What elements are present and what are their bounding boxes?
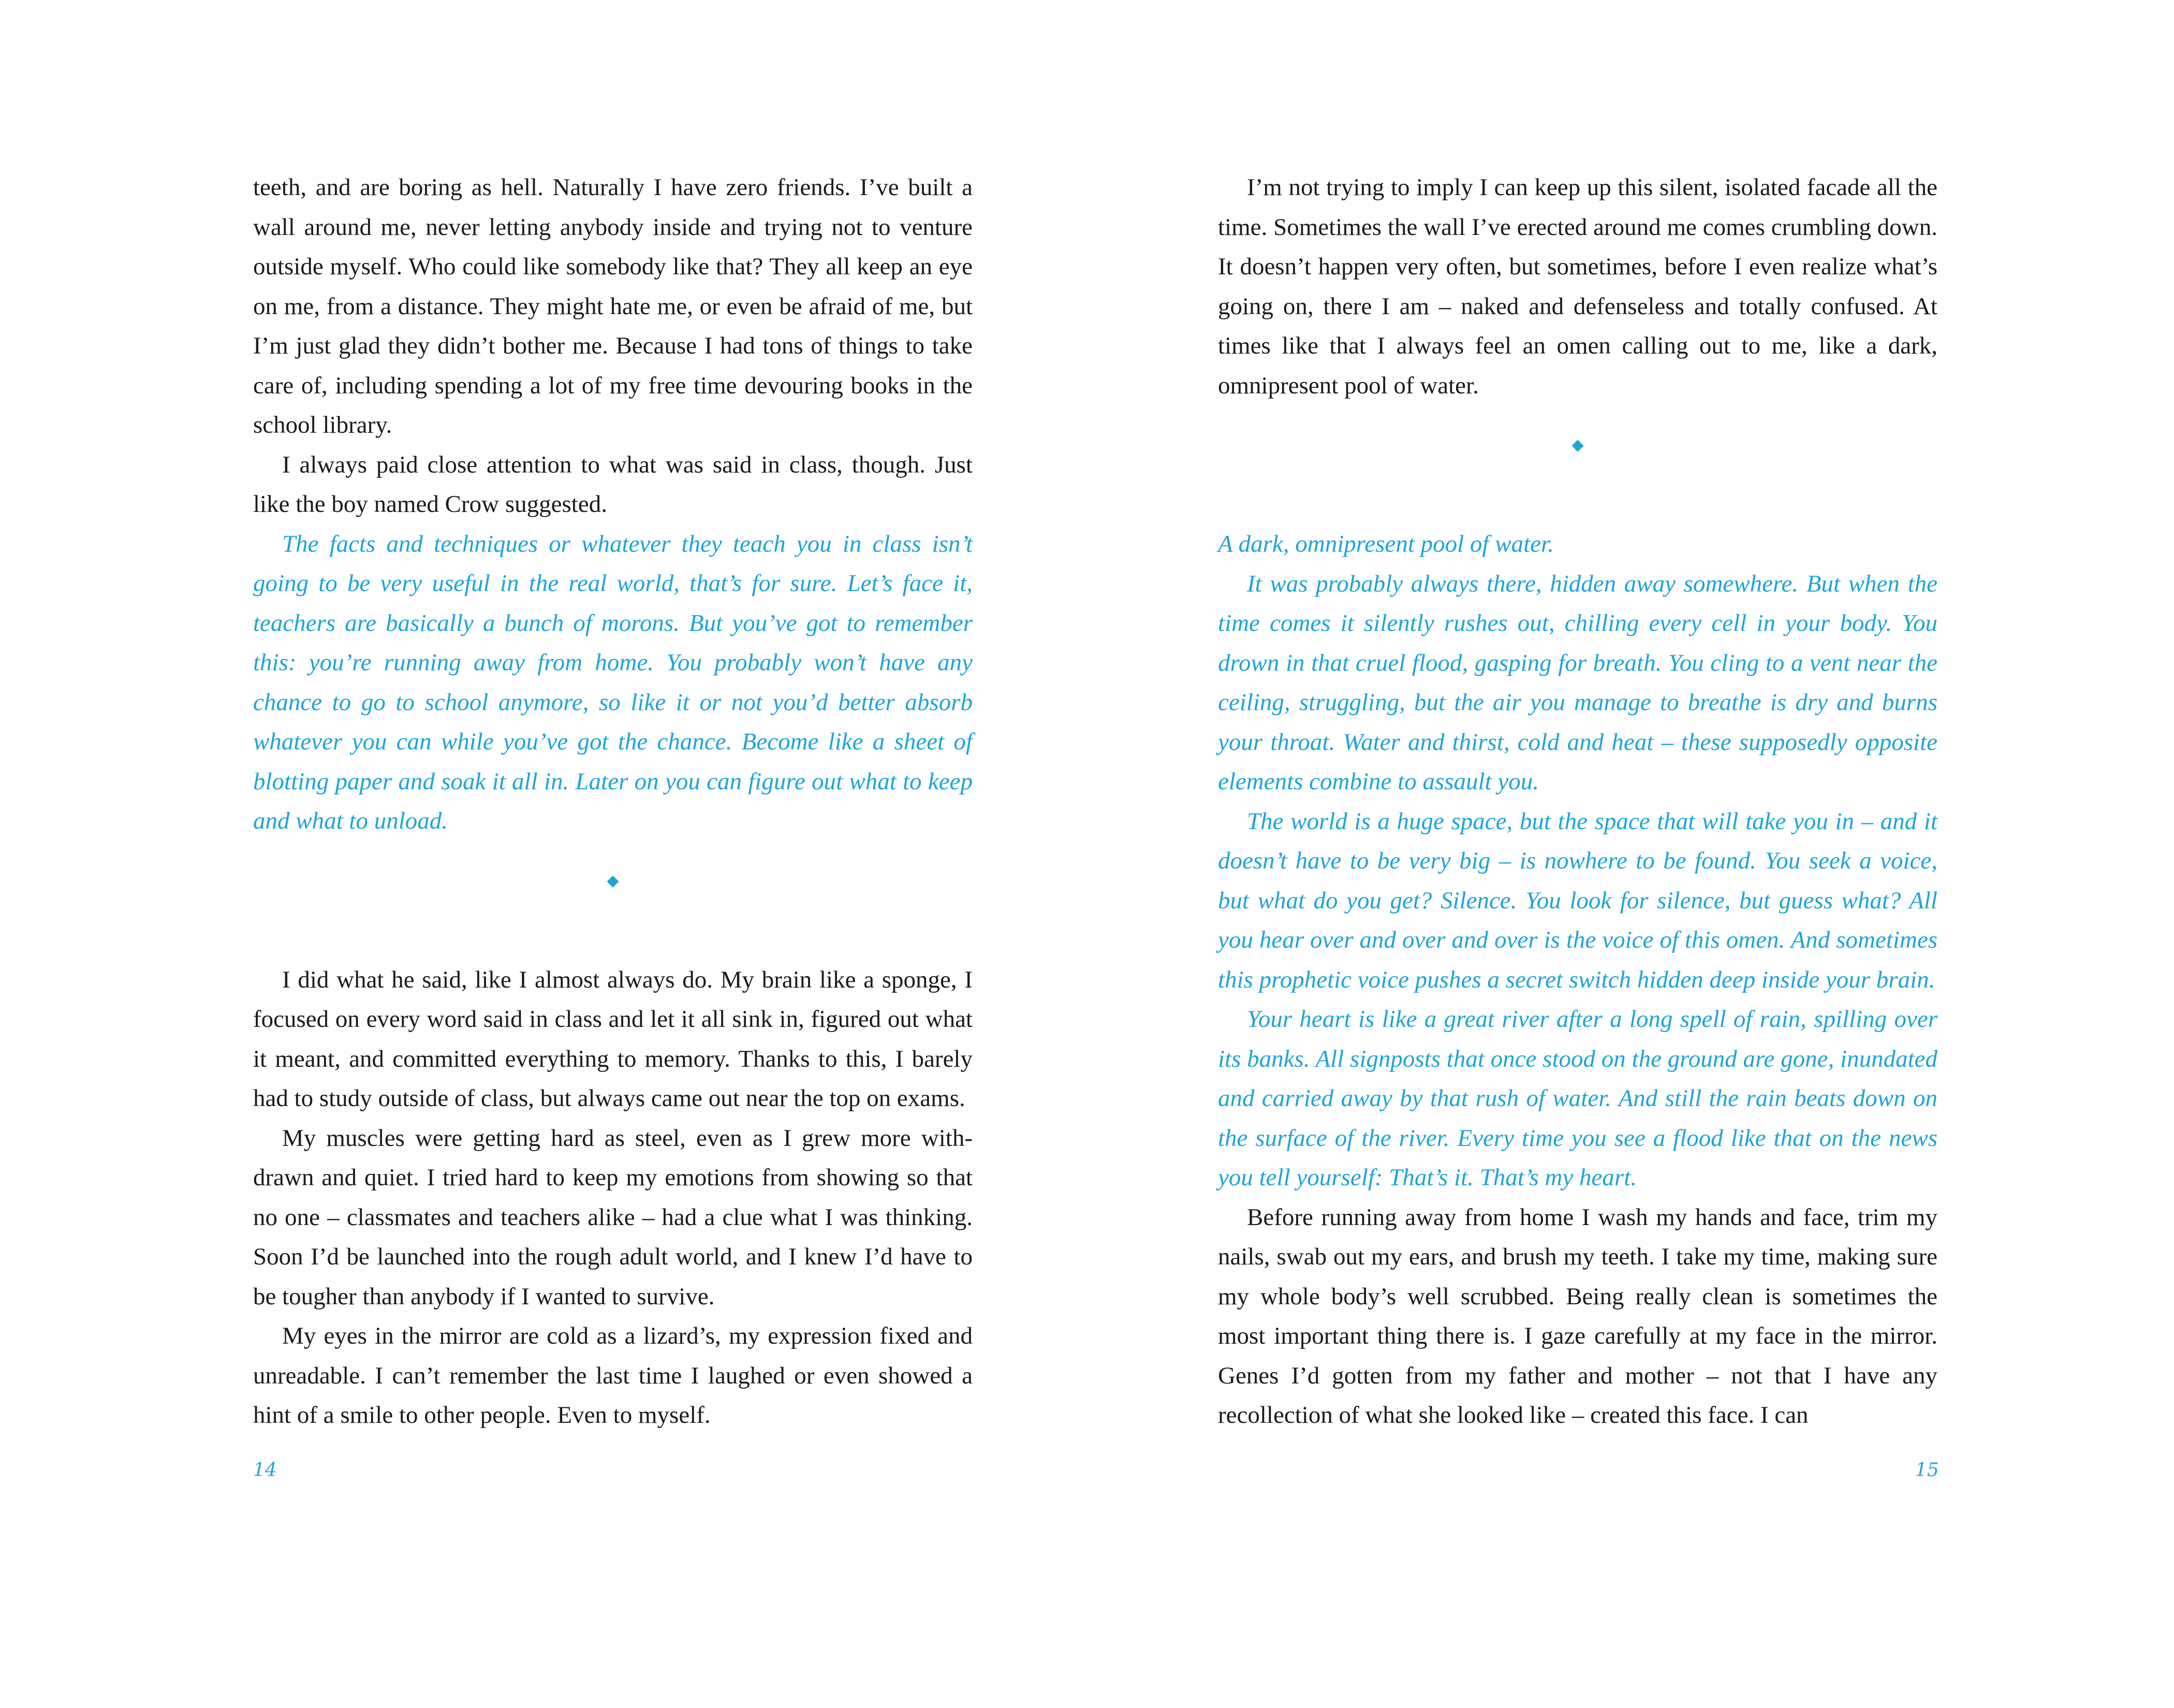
italic-passage: Your heart is like a great river after a long spell of rain, spilling over its banks. All signposts that once stood on the ground are gone, inundated and carried away by that rush of water. And still the rain beats down on the surface of the river. Every time you see a flood like that on the news you tell yourself: That’s it. That’s my heart. [1218,1006,1937,1191]
diamond-icon: ◆ [1571,436,1584,454]
section-break-ornament [253,841,973,960]
right-page [1218,168,1937,1435]
italic-passage: A dark, omnipresent pool of water. [1218,531,1554,557]
left-page [253,168,973,1435]
diamond-icon: ◆ [607,871,619,890]
paragraph: My eyes in the mirror are cold as a lizard’s, my expression fixed and unreadable. I can’t remember the last time I laughed or even showed a hint of a smile to other people. Even to myself. [253,1322,973,1429]
page-number-left: 14 [253,1460,277,1481]
paragraph: My muscles were getting hard as steel, even as I grew more withdrawn and quiet. I tried hard to keep my emotions from showing so that no one – classmates and teachers alike – had a clue what I was thinking. Soon I’d be launched into the rough adult world, and I knew I’d have to be tougher than anybody if I wanted to survive. [253,1124,973,1310]
page-number-right: 15 [1915,1460,1939,1481]
paragraph: Before running away from home I wash my hands and face, trim my nails, swab out my ears, and brush my teeth. I take my time, making sure my whole body’s well scrubbed. Being really clean is sometimes the most important thing there is. I gaze carefully at my face in the mirror. Genes I’d gotten from my father and mother – not that I have any recollection of what she looked like – created this face. I can [1218,1203,1937,1429]
italic-passage: It was probably always there, hidden away somewhere. But when the time comes it silently rushes out, chilling every cell in your body. You drown in that cruel flood, gasping for breath. You cling to a vent near the ceiling, struggling, but the air you manage to breathe is dry and burns your throat. Water and thirst, cold and heat – these supposedly opposite elements combine to assault you. [1218,570,1937,795]
italic-passage: The world is a huge space, but the space that will take you in – and it doesn’t have to be very big – is nowhere to be found. You seek a voice, but what do you get? Silence. You look for silence, but guess what? All you hear over and over and over is the voice of this omen. And sometimes this prophetic voice pushes a secret switch hidden deep inside your brain. [1218,807,1937,993]
paragraph: I always paid close attention to what was said in class, though. Just like the boy named Crow suggested. [253,451,973,518]
paragraph: I did what he said, like I almost always do. My brain like a sponge, I focused on every word said in class and let it all sink in, figured out what it meant, and committed everything to memory. Thanks to this, I barely had to study outside of class, but always came out near the top on exams. [253,966,973,1112]
italic-passage: The facts and techniques or whatever they teach you in class isn’t going to be very useful in the real world, that’s for sure. Let’s face it, teachers are basically a bunch of morons. But you’ve got to remember this: you’re running away from home. You probably won’t have any chance to go to school anymore, so like it or not you’d better absorb whatever you can while you’ve got the chance. Become like a sheet of blotting paper and soak it all in. Later on you can figure out what to keep and what to unload. [253,530,973,834]
paragraph: teeth, and are boring as hell. Naturally I have zero friends. I’ve built a wall around me, never letting anybody inside and trying not to venture outside myself. Who could like somebody like that? They all keep an eye on me, from a distance. They might hate me, or even be afraid of me, but I’m just glad they didn’t bother me. Because I had tons of things to take care of, including spending a lot of my free time devouring books in the school library. [253,174,973,438]
section-break-ornament [1218,405,1937,524]
paragraph: I’m not trying to imply I can keep up this silent, isolated facade all the time. Sometimes the wall I’ve erected around me comes crumbling down. It doesn’t happen very often, but sometimes, before I even realize what’s going on, there I am – naked and defenseless and totally confused. At times like that I always feel an omen calling out to me, like a dark, omnipresent pool of water. [1218,174,1937,399]
